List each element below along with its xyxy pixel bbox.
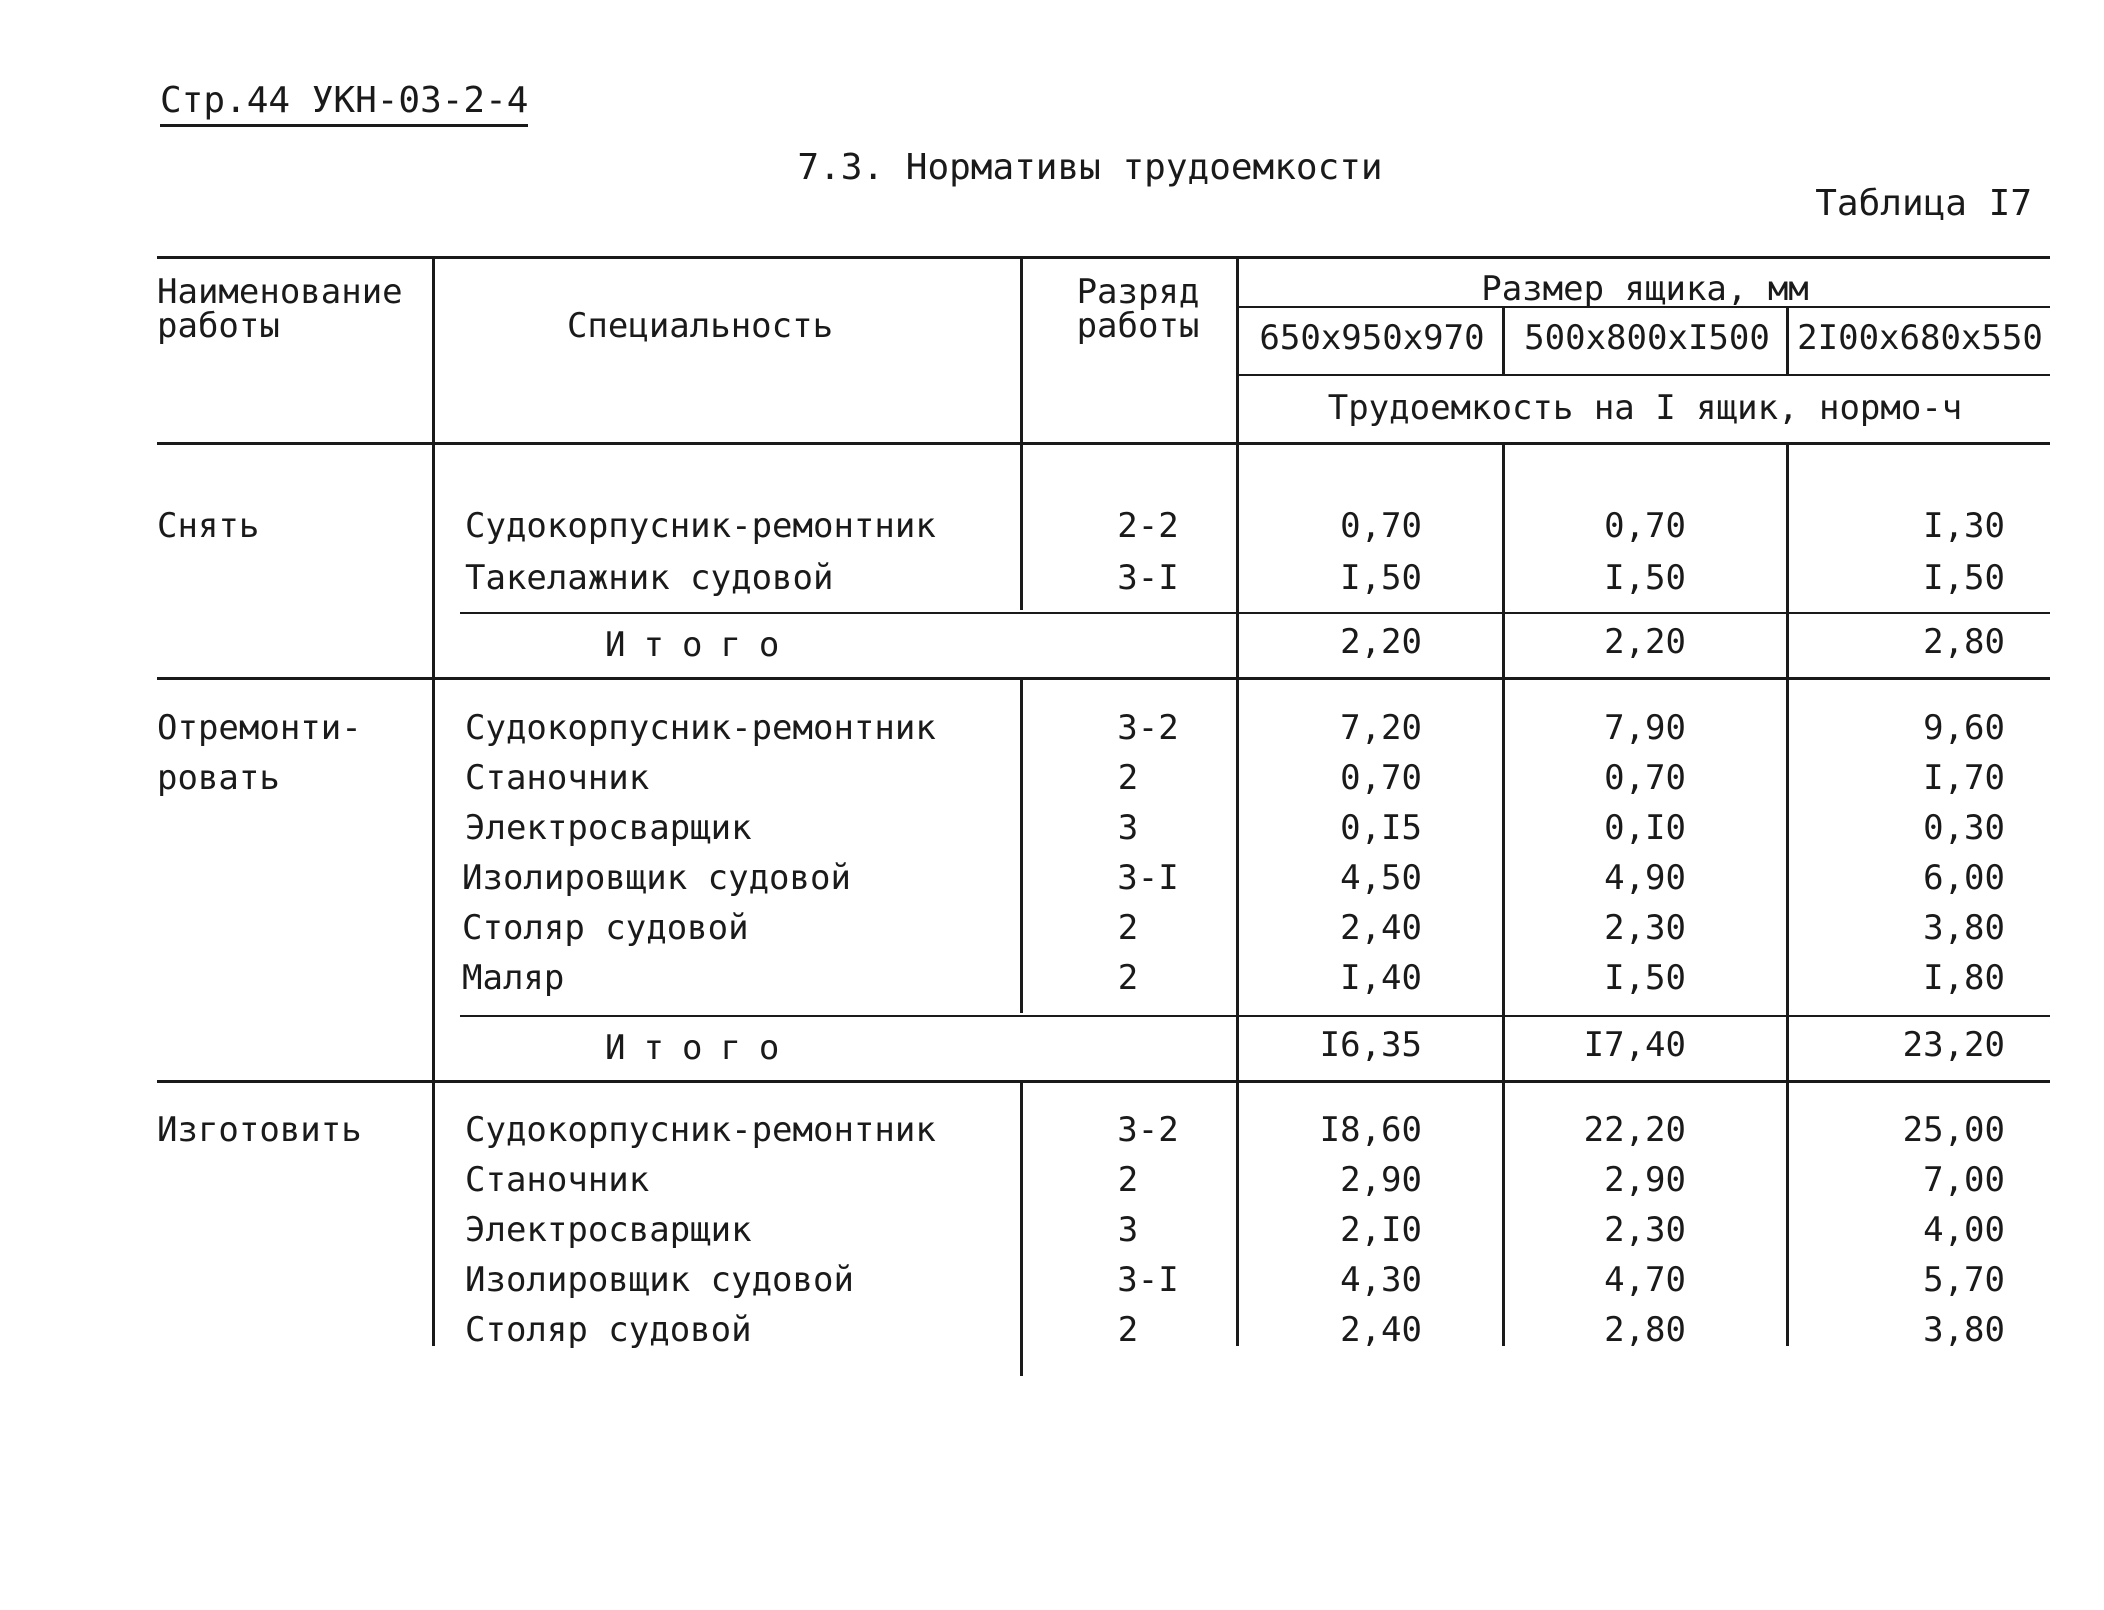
col-divider-2b — [1020, 677, 1023, 1013]
row-value-size-2: 7,90 — [1604, 708, 1686, 748]
row-specialty: Маляр — [462, 958, 565, 998]
row-value-size-2: 0,70 — [1604, 758, 1686, 798]
row-value-size-3: 25,00 — [1902, 1110, 2005, 1150]
row-grade: 3 — [1117, 1210, 1139, 1250]
row-specialty: Электросварщик — [465, 1210, 752, 1250]
row-specialty: Изолировщик судовой — [462, 858, 851, 898]
header-size-1: 650x950x970 — [1259, 318, 1485, 358]
row-value-size-1: 0,70 — [1340, 506, 1422, 546]
header-grade-line1: Разряд — [1076, 272, 1200, 312]
row-value-size-3: 5,70 — [1923, 1260, 2005, 1300]
unit-header-rule — [1236, 374, 2050, 376]
total-label: Итого — [605, 1028, 798, 1068]
row-grade: 3-2 — [1117, 708, 1179, 748]
row-grade: 3-I — [1117, 558, 1179, 598]
header-bottom-rule — [157, 442, 2050, 445]
row-specialty: Судокорпусник-ремонтник — [465, 506, 936, 546]
row-value-size-2: 0,70 — [1604, 506, 1686, 546]
row-value-size-1: I,40 — [1340, 958, 1422, 998]
group-name-line2: ровать — [157, 758, 280, 798]
header-specialty: Специальность — [566, 306, 834, 346]
row-specialty: Станочник — [465, 758, 650, 798]
row-value-size-2: 4,70 — [1604, 1260, 1686, 1300]
header-box-size: Размер ящика, мм — [1481, 269, 1809, 309]
row-specialty: Станочник — [465, 1160, 650, 1200]
col-divider-3 — [1236, 256, 1239, 1346]
col-divider-2c — [1020, 1080, 1023, 1376]
total-value-size-3: 23,20 — [1902, 1025, 2005, 1065]
section-title: 7.3. Нормативы трудоемкости — [797, 147, 1383, 188]
row-value-size-1: I,50 — [1340, 558, 1422, 598]
row-value-size-3: 3,80 — [1923, 1310, 2005, 1350]
size-divider-1-header — [1502, 306, 1505, 374]
row-value-size-2: 2,30 — [1604, 908, 1686, 948]
row-grade: 3-I — [1117, 858, 1179, 898]
header-grade-line2: работы — [1076, 306, 1200, 346]
row-value-size-2: 0,I0 — [1604, 808, 1686, 848]
row-value-size-1: 0,70 — [1340, 758, 1422, 798]
row-value-size-3: 3,80 — [1923, 908, 2005, 948]
col-divider-1 — [432, 256, 435, 1346]
row-grade: 2 — [1117, 758, 1139, 798]
header-work-name-line1: Наименование — [157, 272, 403, 312]
row-specialty: Судокорпусник-ремонтник — [465, 708, 936, 748]
row-value-size-3: 4,00 — [1923, 1210, 2005, 1250]
row-value-size-2: 2,30 — [1604, 1210, 1686, 1250]
row-value-size-2: 2,80 — [1604, 1310, 1686, 1350]
row-value-size-1: 2,90 — [1340, 1160, 1422, 1200]
row-value-size-3: 0,30 — [1923, 808, 2005, 848]
group-rule-1 — [157, 677, 2050, 680]
row-value-size-3: I,50 — [1923, 558, 2005, 598]
row-value-size-3: I,70 — [1923, 758, 2005, 798]
row-value-size-1: 2,40 — [1340, 908, 1422, 948]
row-value-size-1: 4,50 — [1340, 858, 1422, 898]
header-work-name-line2: работы — [157, 306, 280, 346]
row-specialty: Судокорпусник-ремонтник — [465, 1110, 936, 1150]
header-unit: Трудоемкость на I ящик, нормо-ч — [1327, 388, 1963, 428]
row-value-size-3: 7,00 — [1923, 1160, 2005, 1200]
row-value-size-3: I,30 — [1923, 506, 2005, 546]
total-value-size-2: 2,20 — [1604, 622, 1686, 662]
table-label: Таблица I7 — [1815, 183, 2032, 224]
row-value-size-1: I8,60 — [1319, 1110, 1422, 1150]
row-specialty: Электросварщик — [465, 808, 752, 848]
size-divider-1 — [1502, 442, 1505, 1346]
row-specialty: Такелажник судовой — [465, 558, 834, 598]
row-grade: 3-2 — [1117, 1110, 1179, 1150]
row-grade: 2-2 — [1117, 506, 1179, 546]
row-grade: 3-I — [1117, 1260, 1179, 1300]
row-value-size-1: 2,40 — [1340, 1310, 1422, 1350]
row-value-size-2: 22,20 — [1583, 1110, 1686, 1150]
row-value-size-3: 9,60 — [1923, 708, 2005, 748]
row-value-size-3: 6,00 — [1923, 858, 2005, 898]
size-divider-2-header — [1786, 306, 1789, 374]
total-value-size-1: 2,20 — [1340, 622, 1422, 662]
page-header: Стр.44 УКН-03-2-4 — [160, 80, 528, 127]
row-specialty: Столяр судовой — [462, 908, 749, 948]
header-size-2: 500x800xI500 — [1524, 318, 1770, 358]
row-value-size-2: 2,90 — [1604, 1160, 1686, 1200]
size-divider-2 — [1786, 442, 1789, 1346]
total-value-size-3: 2,80 — [1923, 622, 2005, 662]
group-name: Снять — [157, 506, 260, 546]
row-value-size-2: I,50 — [1604, 558, 1686, 598]
group-name-line1: Отремонти- — [157, 708, 362, 748]
row-specialty: Столяр судовой — [465, 1310, 752, 1350]
group-rule-2 — [157, 1080, 2050, 1083]
row-value-size-1: 4,30 — [1340, 1260, 1422, 1300]
total-label: Итого — [605, 625, 798, 665]
row-grade: 3 — [1117, 808, 1139, 848]
row-grade: 2 — [1117, 1310, 1139, 1350]
header-size-3: 2I00x680x550 — [1797, 318, 2043, 358]
group-name: Изготовить — [157, 1110, 362, 1150]
total-value-size-1: I6,35 — [1319, 1025, 1422, 1065]
row-value-size-3: I,80 — [1923, 958, 2005, 998]
table-top-rule — [157, 256, 2050, 259]
row-value-size-2: 4,90 — [1604, 858, 1686, 898]
row-value-size-1: 7,20 — [1340, 708, 1422, 748]
col-divider-2a — [1020, 256, 1023, 610]
row-grade: 2 — [1117, 958, 1139, 998]
total-value-size-2: I7,40 — [1583, 1025, 1686, 1065]
total-rule-2 — [460, 1015, 2050, 1017]
row-value-size-1: 2,I0 — [1340, 1210, 1422, 1250]
total-rule-1 — [460, 612, 2050, 614]
row-value-size-1: 0,I5 — [1340, 808, 1422, 848]
row-grade: 2 — [1117, 908, 1139, 948]
row-grade: 2 — [1117, 1160, 1139, 1200]
row-value-size-2: I,50 — [1604, 958, 1686, 998]
row-specialty: Изолировщик судовой — [465, 1260, 854, 1300]
